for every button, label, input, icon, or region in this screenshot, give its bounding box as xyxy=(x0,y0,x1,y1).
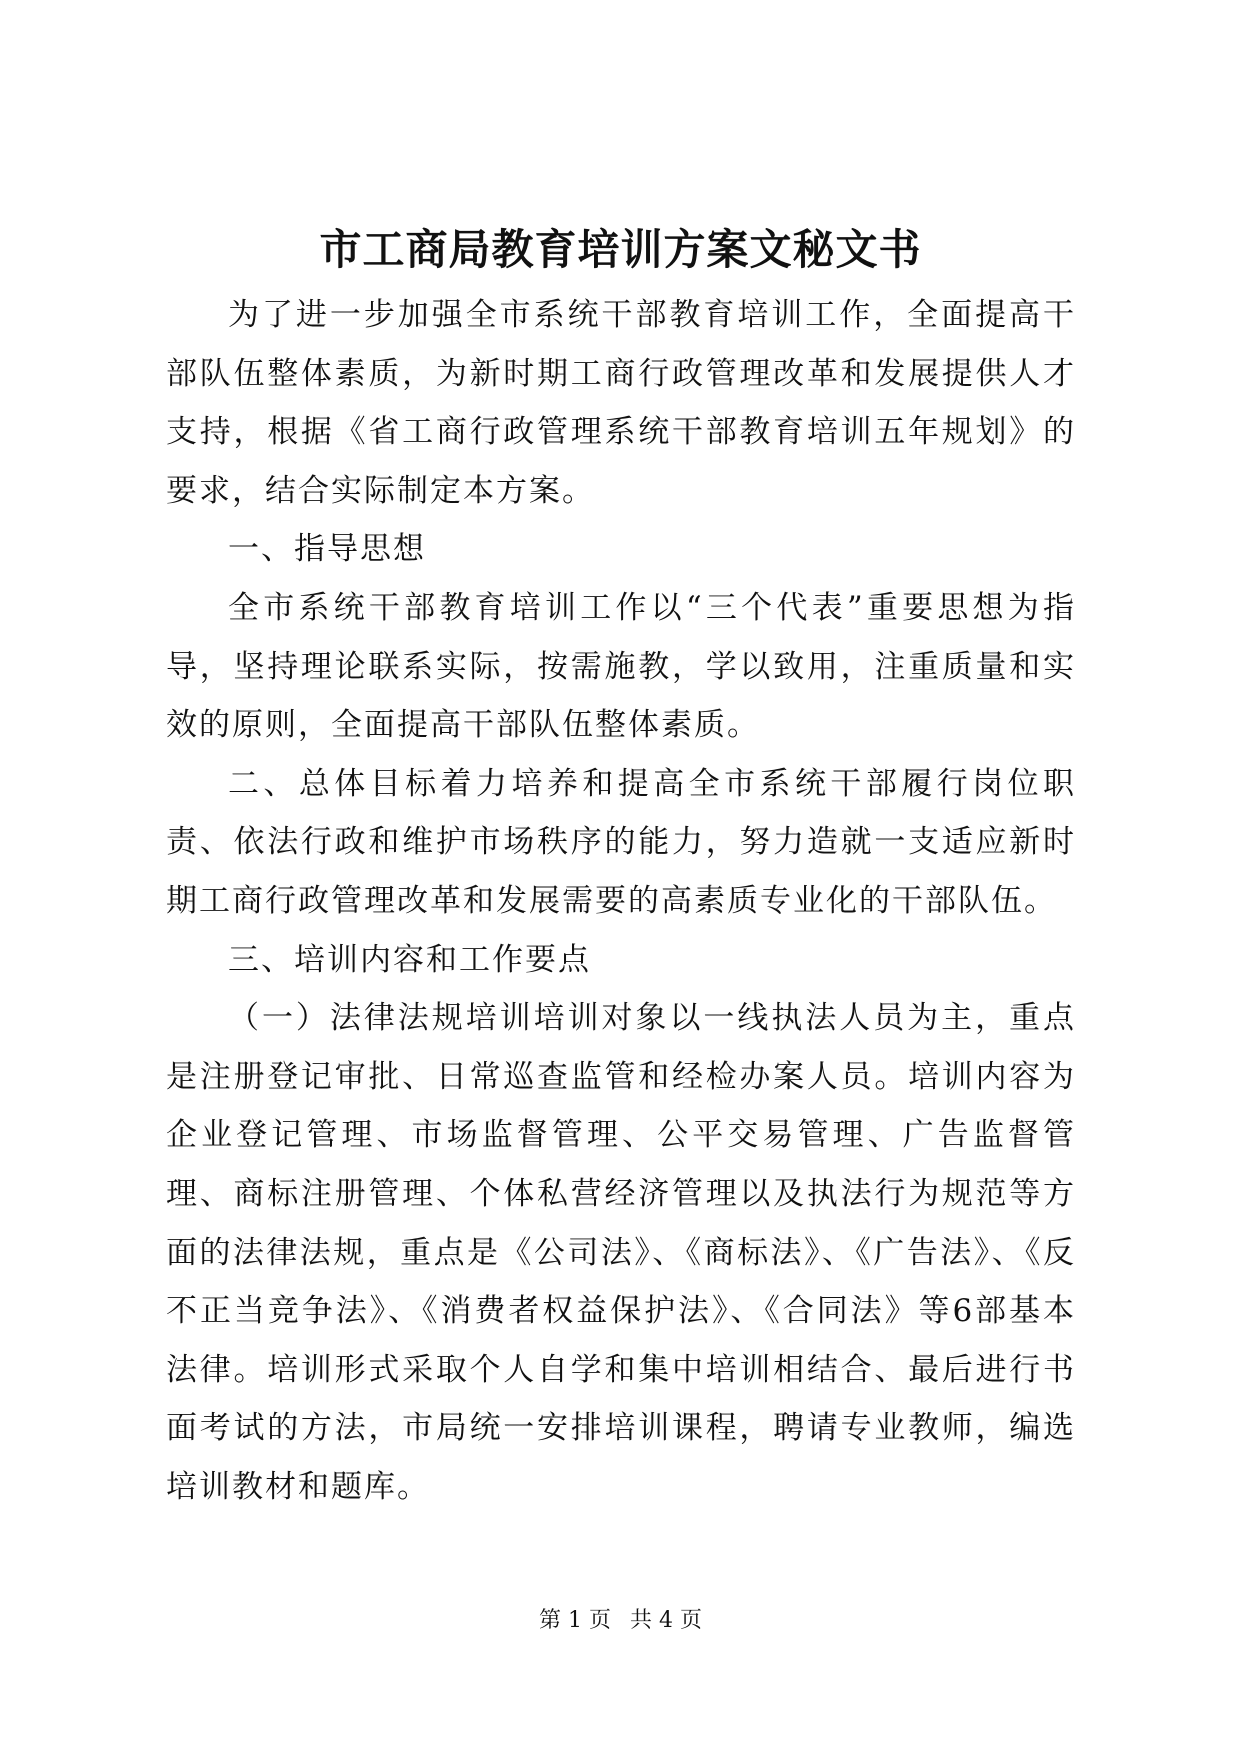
section-heading-training-content: 三、培训内容和工作要点 xyxy=(228,941,591,978)
intro-paragraph: 为了进一步加强全市系统干部教育培训工作，全面提高干部队伍整体素质，为新时期工商行政管理改革和发展提供人才支持，根据《省工商行政管理系统干部教育培训五年规划》的要求，结合实际制定本方案。 xyxy=(166,297,1076,509)
document-body xyxy=(166,286,1076,1516)
document-title: 市工商局教育培训方案文秘文书 xyxy=(319,225,922,274)
legal-training-paragraph: （一）法律法规培训培训对象以一线执法人员为主，重点是注册登记审批、日常巡查监管和经检办案人员。培训内容为企业登记管理、市场监督管理、公平交易管理、广告监督管理、商标注册管理、个体私营经济管理以及执法行为规范等方面的法律法规，重点是《公司法》、《商标法》、《广告法》、《反不正当竞争法》、《消费者权益保护法》、《合同法》等6部基本法律。培训形式采取个人自学和集中培训相结合、最后进行书面考试的方法，市局统一安排培训课程，聘请专业教师，编选培训教材和题库。 xyxy=(166,1000,1076,1505)
overall-goal-paragraph: 二、总体目标着力培养和提高全市系统干部履行岗位职责、依法行政和维护市场秩序的能力，努力造就一支适应新时期工商行政管理改革和发展需要的高素质专业化的干部队伍。 xyxy=(166,765,1076,919)
page-number: 第 1 页 xyxy=(539,1608,611,1633)
section-heading-guiding-ideology: 一、指导思想 xyxy=(228,531,426,568)
guiding-ideology-paragraph: 全市系统干部教育培训工作以“三个代表”重要思想为指导，坚持理论联系实际，按需施教，学以致用，注重质量和实效的原则，全面提高干部队伍整体素质。 xyxy=(166,589,1076,744)
page-total: 共 4 页 xyxy=(630,1608,702,1633)
page-footer xyxy=(0,1606,1241,1636)
